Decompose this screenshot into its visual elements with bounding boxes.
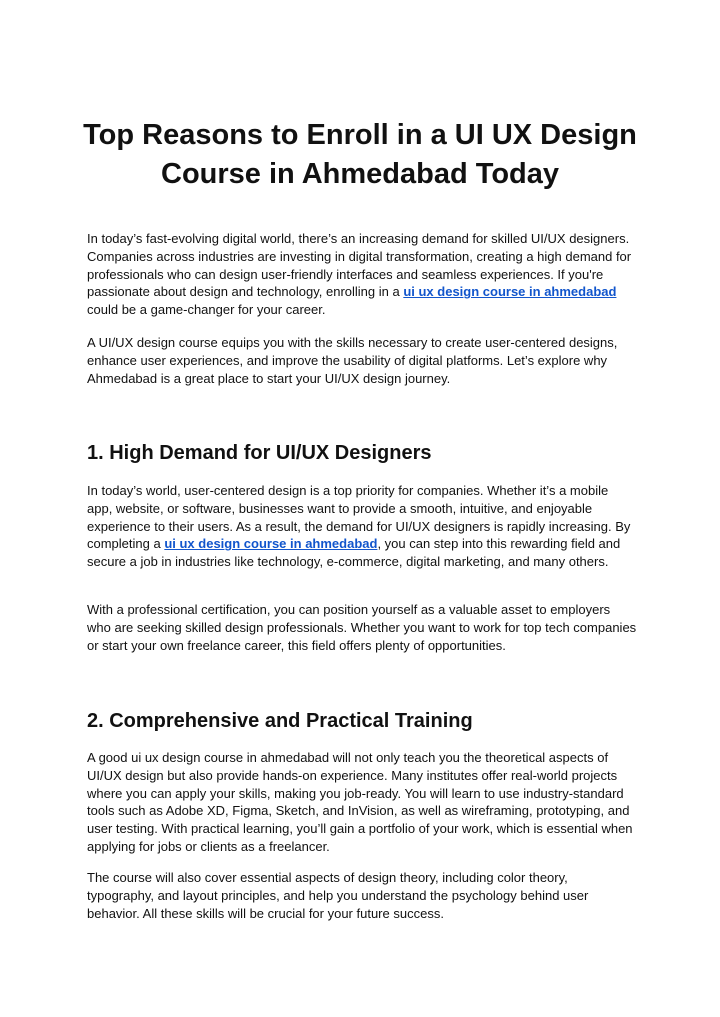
section-2-heading: 2. Comprehensive and Practical Training <box>87 710 473 732</box>
section-2-paragraph-1: A good ui ux design course in ahmedabad will not only teach you the theoretical aspects of UI/UX design but also provide hands-on experience. Many institutes offer real-world projects where you can apply your skills, making you job-ready. You will learn to use industry-standard tools such as Adobe XD, Figma, Sketch, and InVision, as well as wireframing, prototyping, and user testing. With practical learning, you’ll gain a portfolio of your work, which is essential when applying for jobs or clients as a freelancer. <box>87 750 633 854</box>
intro-p1-text-start: In today’s fast-evolving digital world, there’s an increasing demand for skilled UI/UX designers. Companies across industries are investing in digital transformation, creating a high demand for professionals who can design user-friendly interfaces and seamless experiences. If you're passionate about design and technology, enrolling in a <box>87 231 632 300</box>
intro-paragraph-2: A UI/UX design course equips you with the skills necessary to create user-centered designs, enhance user experiences, and improve the usability of digital platforms. Let’s explore why Ahmedabad is a great place to start your UI/UX design journey. <box>87 335 618 386</box>
intro-paragraph-1 <box>87 230 637 319</box>
course-link-intro[interactable]: ui ux design course in ahmedabad <box>403 284 617 300</box>
section-1-paragraph-1 <box>87 482 637 571</box>
intro-p1-text-end: could be a game-changer for your career. <box>87 302 326 318</box>
section-2-paragraph-2: The course will also cover essential aspects of design theory, including color theory, typography, and layout principles, and help you understand the psychology behind user behavior. All these skills will be crucial for your future success. <box>87 870 589 921</box>
page-title: Top Reasons to Enroll in a UI UX Design Course in Ahmedabad Today <box>83 119 637 190</box>
course-link-section-1[interactable]: ui ux design course in ahmedabad <box>164 536 378 552</box>
section-1-p1-text-end: , you can step into this rewarding field and secure a job in industries like technology, e-commerce, digital marketing, and many others. <box>87 536 621 570</box>
section-1-heading: 1. High Demand for UI/UX Designers <box>87 442 432 464</box>
section-1-p1-text-start: In today’s world, user-centered design is a top priority for companies. Whether it’s a mobile app, website, or software, businesses want to provide a smooth, intuitive, and enjoyable experience to their users. As a result, the demand for UI/UX designers is rapidly increasing. By completing a <box>87 483 631 552</box>
section-1-paragraph-2: With a professional certification, you can position yourself as a valuable asset to employers who are seeking skilled design professionals. Whether you want to work for top tech companies or start your own freelance career, this field offers plenty of opportunities. <box>87 602 637 653</box>
